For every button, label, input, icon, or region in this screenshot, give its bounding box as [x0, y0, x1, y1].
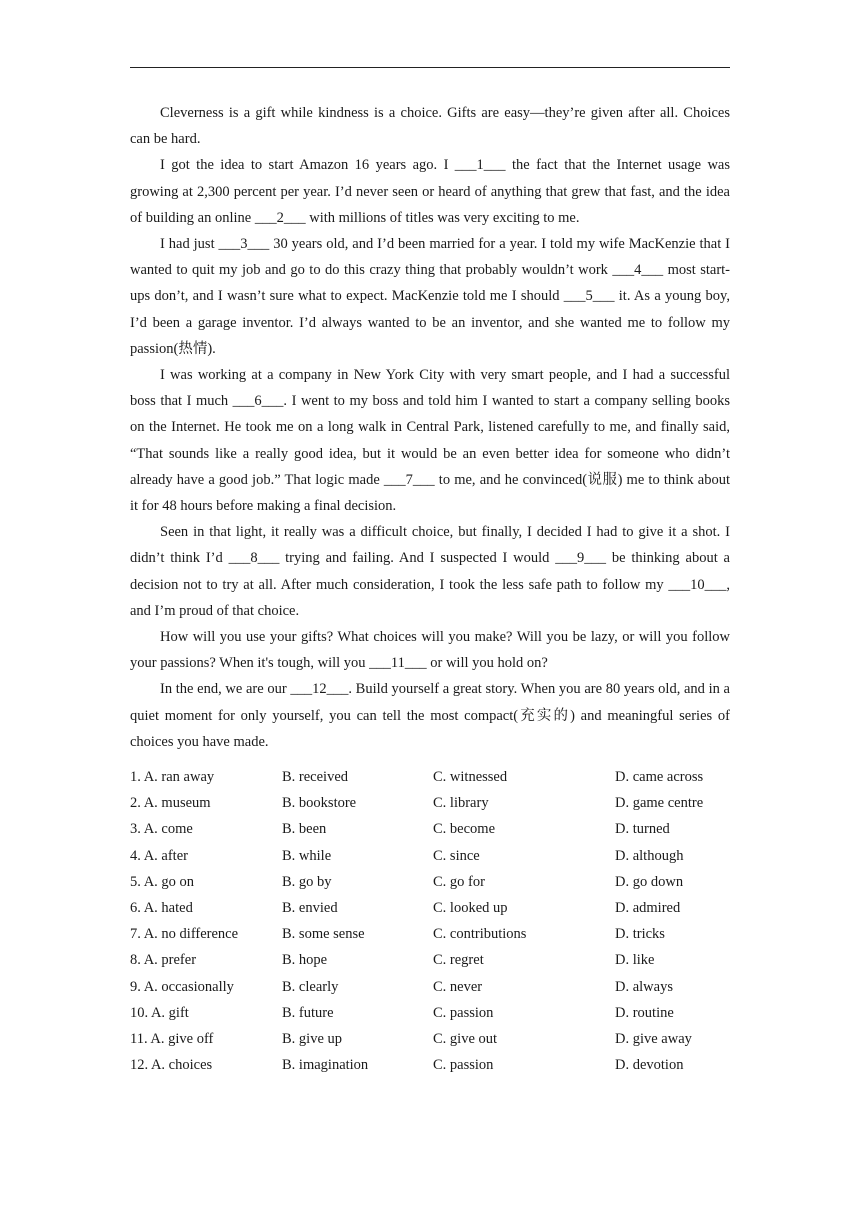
paragraph-4: I was working at a company in New York City with very smart people, and I had a successful boss that I much ___6___. I went to my boss and told him I wanted to start a company selling books on the Internet. He took me on a long walk in Central Park, listened carefully to me, and finally said, “That sounds like a really good idea, but it would be an even better idea for someone who didn’t already have a good job.” That logic made ___7___ to me, and he convinced(说服) me to think about it for 48 hours before making a final decision.	[130, 367, 730, 515]
option-c: C. become	[433, 821, 496, 838]
option-b: B. hope	[282, 952, 328, 969]
option-a: 10. A. gift	[130, 1004, 189, 1021]
option-a: 6. A. hated	[130, 899, 193, 916]
option-d: D. turned	[615, 821, 670, 838]
option-b: B. future	[282, 1004, 334, 1021]
question-10-options	[130, 1000, 750, 1026]
option-c: C. contributions	[433, 926, 527, 943]
option-a: 12. A. choices	[130, 1057, 213, 1074]
paragraph-2: I got the idea to start Amazon 16 years ago. I ___1___ the fact that the Internet usage was growing at 2,300 percent per year. I’d never seen or heard of anything that grew that fast, and the idea of building an online ___2___ with millions of titles was very exciting to me.	[130, 157, 730, 226]
header-rule	[130, 67, 730, 68]
question-7-options	[130, 921, 750, 947]
option-b: B. envied	[282, 899, 338, 916]
question-3-options	[130, 816, 750, 842]
question-9-options	[130, 974, 750, 1000]
paragraph-1: Cleverness is a gift while kindness is a choice. Gifts are easy—they’re given after all. Choices can be hard.	[130, 105, 730, 148]
question-4-options	[130, 843, 750, 869]
option-c: C. give out	[433, 1030, 498, 1047]
option-a: 5. A. go on	[130, 873, 195, 890]
option-a: 7. A. no difference	[130, 926, 239, 943]
option-b: B. imagination	[282, 1057, 369, 1074]
option-a: 8. A. prefer	[130, 952, 197, 969]
option-b: B. clearly	[282, 978, 339, 995]
option-d: D. devotion	[615, 1057, 684, 1074]
passage	[130, 100, 730, 755]
option-c: C. since	[433, 847, 480, 864]
option-a: 2. A. museum	[130, 795, 211, 812]
paragraph-6: How will you use your gifts? What choices will you make? Will you be lazy, or will you follow your passions? When it's tough, will you ___11___ or will you hold on?	[130, 629, 730, 672]
option-b: B. give up	[282, 1030, 343, 1047]
option-d: D. game centre	[615, 795, 704, 812]
option-c: C. library	[433, 795, 489, 812]
option-b: B. received	[282, 769, 349, 785]
option-c: C. witnessed	[433, 769, 508, 785]
option-d: D. like	[615, 952, 655, 969]
option-c: C. never	[433, 978, 483, 995]
option-d: D. always	[615, 978, 673, 995]
option-d: D. tricks	[615, 926, 665, 943]
option-b: B. been	[282, 821, 327, 838]
question-12-options	[130, 1052, 750, 1078]
option-b: B. while	[282, 847, 332, 864]
paragraph-5: Seen in that light, it really was a difficult choice, but finally, I decided I had to give it a shot. I didn’t think I’d ___8___ trying and failing. And I suspected I would ___9___ be thinking about a decision not to try at all. After much consideration, I took the less safe path to follow my ___10___, and I’m proud of that choice.	[130, 524, 730, 619]
option-a: 11. A. give off	[130, 1030, 214, 1047]
option-d: D. routine	[615, 1004, 674, 1021]
question-2-options	[130, 790, 750, 816]
option-c: C. passion	[433, 1004, 494, 1021]
question-6-options	[130, 895, 750, 921]
option-b: B. go by	[282, 873, 332, 890]
option-d: D. came across	[615, 769, 704, 785]
option-b: B. some sense	[282, 926, 365, 943]
answer-options	[130, 764, 750, 1078]
option-b: B. bookstore	[282, 795, 357, 812]
paragraph-7: In the end, we are our ___12___. Build yourself a great story. When you are 80 years old, and in a quiet moment for only yourself, you can tell the most compact(充实的) and meaningful series of choices you have made.	[130, 681, 730, 750]
option-a: 1. A. ran away	[130, 769, 215, 785]
option-c: C. regret	[433, 952, 484, 969]
option-a: 9. A. occasionally	[130, 978, 234, 995]
question-8-options	[130, 947, 750, 973]
option-d: D. go down	[615, 873, 684, 890]
option-d: D. admired	[615, 899, 681, 916]
option-a: 3. A. come	[130, 821, 193, 838]
question-1-options	[130, 764, 750, 790]
option-d: D. give away	[615, 1030, 692, 1047]
option-d: D. although	[615, 847, 684, 864]
option-c: C. looked up	[433, 899, 508, 916]
paragraph-3: I had just ___3___ 30 years old, and I’d been married for a year. I told my wife MacKenzie that I wanted to quit my job and go to do this crazy thing that probably wouldn’t work ___4___ most start-ups don’t, and I wasn’t sure what to expect. MacKenzie told me I should ___5___ it. As a young boy, I’d been a garage inventor. I’d always wanted to be an inventor, and she wanted me to follow my passion(热情).	[130, 236, 730, 357]
option-c: C. go for	[433, 873, 485, 890]
option-c: C. passion	[433, 1057, 494, 1074]
question-5-options	[130, 869, 750, 895]
option-a: 4. A. after	[130, 847, 188, 864]
question-11-options	[130, 1026, 750, 1052]
